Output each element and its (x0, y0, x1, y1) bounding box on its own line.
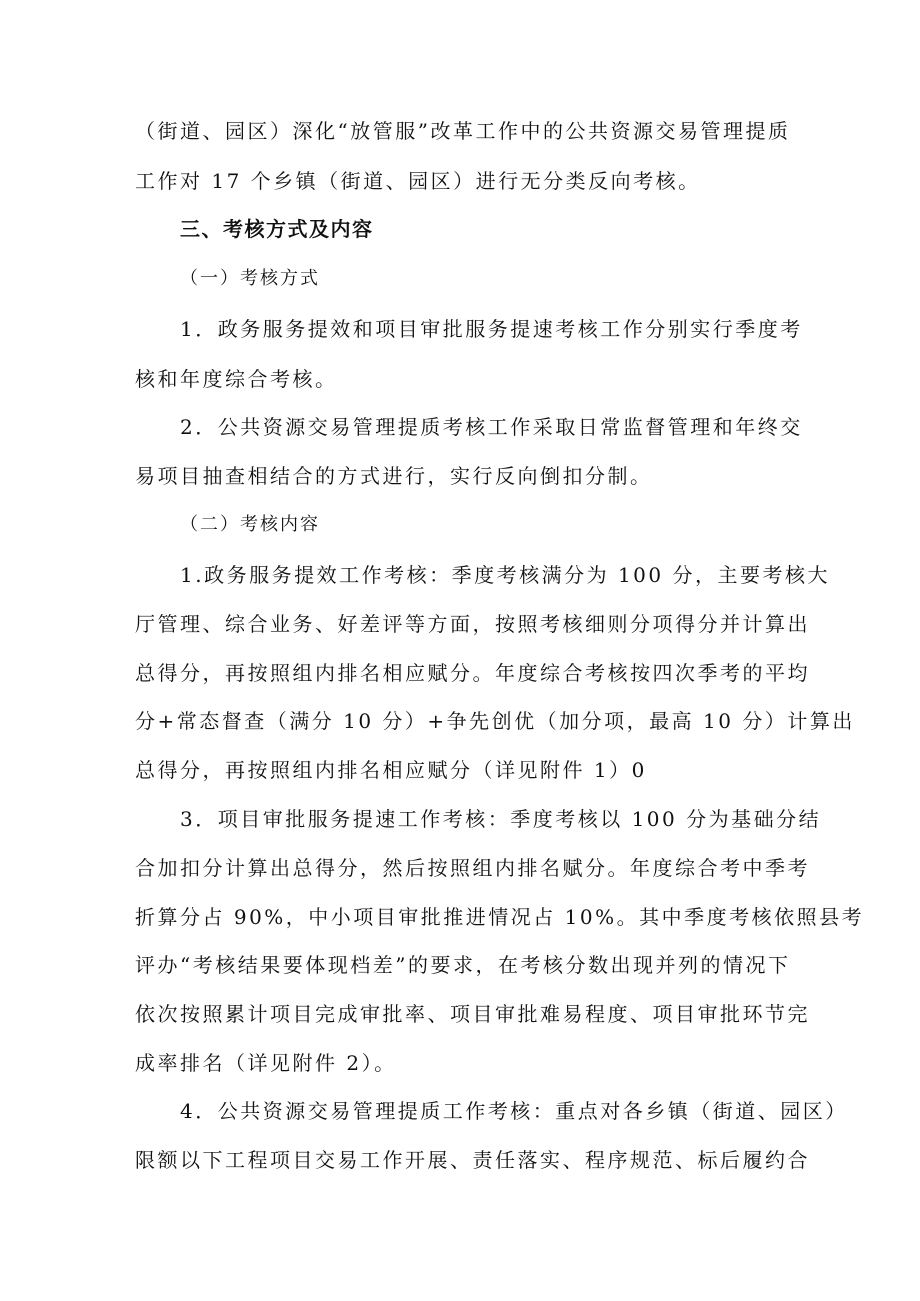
text-line-14: 总得分，再按照组内排名相应赋分（详见附件 1）0 (135, 758, 647, 782)
subsection-heading-2: （二）考核内容 (180, 514, 320, 535)
text-line-8: 易项目抽查相结合的方式进行，实行反向倒扣分制。 (135, 464, 653, 488)
text-line-6: 核和年度综合考核。 (135, 367, 338, 391)
text-line-12: 总得分，再按照组内排名相应赋分。年度综合考核按四次季考的平均 (135, 661, 810, 685)
text-line-22: 限额以下工程项目交易工作开展、责任落实、程序规范、标后履约合 (135, 1148, 810, 1172)
text-line-20: 成率排名（详见附件 2）。 (135, 1051, 397, 1075)
text-line-16: 合加扣分计算出总得分，然后按照组内排名赋分。年度综合考中季考 (135, 856, 810, 880)
subsection-heading-1: （一）考核方式 (180, 268, 320, 289)
section-heading: 三、考核方式及内容 (180, 217, 374, 241)
text-line-21: 4．公共资源交易管理提质工作考核：重点对各乡镇（街道、园区） (180, 1099, 848, 1123)
text-line-11: 厅管理、综合业务、好差评等方面，按照考核细则分项得分并计算出 (135, 612, 810, 636)
text-line-2: 工作对 17 个乡镇（街道、园区）进行无分类反向考核。 (135, 169, 701, 193)
text-line-5: 1．政务服务提效和项目审批服务提速考核工作分别实行季度考 (180, 317, 803, 341)
text-line-7: 2．公共资源交易管理提质考核工作采取日常监督管理和年终交 (180, 415, 803, 439)
text-line-17: 折算分占 90%，中小项目审批推进情况占 10%。其中季度考核依照县考 (135, 905, 865, 929)
text-line-15: 3．项目审批服务提速工作考核：季度考核以 100 分为基础分结 (180, 807, 822, 831)
text-line-19: 依次按照累计项目完成审批率、项目审批难易程度、项目审批环节完 (135, 1002, 810, 1026)
text-line-18: 评办“考核结果要体现档差”的要求，在考核分数出现并列的情况下 (135, 953, 791, 977)
text-line-10: 1.政务服务提效工作考核：季度考核满分为 100 分，主要考核大 (180, 563, 830, 587)
text-line-1: （街道、园区）深化“放管服”改革工作中的公共资源交易管理提质 (135, 119, 791, 143)
text-line-13: 分+常态督查（满分 10 分）+争先创优（加分项，最高 10 分）计算出 (135, 709, 855, 733)
